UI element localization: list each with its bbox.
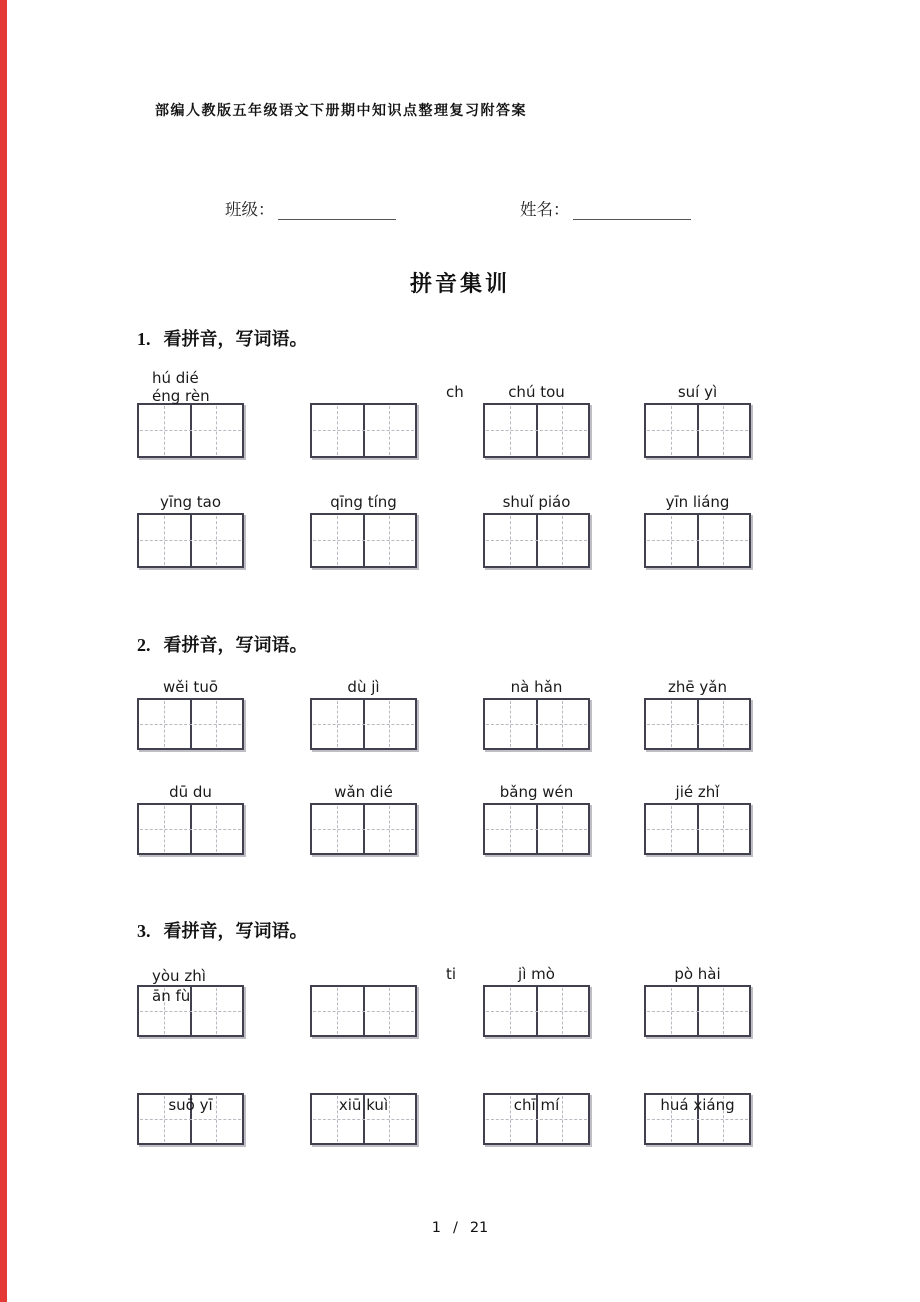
writing-cell bbox=[646, 405, 697, 456]
writing-box-group bbox=[137, 513, 244, 568]
writing-box-group bbox=[644, 803, 751, 855]
pinyin-label-wrapped: ān fù bbox=[152, 987, 191, 1005]
writing-cell bbox=[697, 987, 750, 1035]
pinyin-label: yòu zhì bbox=[152, 967, 206, 985]
writing-box-group bbox=[310, 513, 417, 568]
writing-cell bbox=[139, 700, 190, 748]
section-heading bbox=[137, 631, 308, 657]
pinyin-label: suō yī bbox=[168, 1096, 213, 1114]
writing-cell bbox=[485, 515, 536, 566]
pinyin-label: suí yì bbox=[677, 383, 718, 401]
writing-box-group bbox=[310, 985, 417, 1037]
page-number-separator: / bbox=[452, 1220, 458, 1236]
writing-cell bbox=[312, 405, 363, 456]
page-number-total: 21 bbox=[469, 1220, 489, 1236]
writing-cell bbox=[190, 405, 243, 456]
section-number: 2. bbox=[137, 635, 151, 655]
document-title: 部编人教版五年级语文下册期中知识点整理复习附答案 bbox=[155, 104, 527, 119]
writing-box-group bbox=[483, 698, 590, 750]
writing-cell bbox=[312, 987, 363, 1035]
writing-cell bbox=[536, 700, 589, 748]
pinyin-label: zhē yǎn bbox=[668, 678, 727, 696]
writing-box-group bbox=[644, 403, 751, 458]
pinyin-label-fragment: ch bbox=[446, 383, 464, 401]
page-footer bbox=[0, 1220, 920, 1236]
class-field bbox=[225, 196, 396, 220]
writing-box-group bbox=[483, 985, 590, 1037]
writing-cell bbox=[363, 805, 416, 853]
name-blank-line bbox=[573, 202, 691, 220]
writing-cell bbox=[139, 405, 190, 456]
writing-cell bbox=[646, 987, 697, 1035]
pinyin-label: dū du bbox=[169, 783, 212, 801]
writing-cell bbox=[363, 515, 416, 566]
writing-box-group bbox=[644, 698, 751, 750]
writing-cell bbox=[536, 805, 589, 853]
section-heading-text: 看拼音，写词语。 bbox=[163, 329, 308, 349]
pinyin-label: jié zhǐ bbox=[675, 783, 720, 801]
writing-cell bbox=[485, 987, 536, 1035]
writing-box-group bbox=[483, 803, 590, 855]
pinyin-label: dù jì bbox=[347, 678, 380, 696]
writing-cell bbox=[697, 405, 750, 456]
pinyin-label: jì mò bbox=[518, 965, 555, 983]
section-heading-text: 看拼音，写词语。 bbox=[163, 921, 308, 941]
section-heading bbox=[137, 917, 308, 943]
writing-cell bbox=[312, 515, 363, 566]
red-accent-bar bbox=[0, 0, 7, 1302]
writing-box-group bbox=[483, 513, 590, 568]
class-blank-line bbox=[278, 202, 396, 220]
name-field bbox=[520, 196, 691, 220]
writing-cell bbox=[139, 515, 190, 566]
writing-cell bbox=[190, 987, 243, 1035]
section-number: 1. bbox=[137, 329, 151, 349]
writing-box-group bbox=[310, 803, 417, 855]
writing-cell bbox=[190, 700, 243, 748]
writing-box-group bbox=[137, 803, 244, 855]
pinyin-label: hú dié bbox=[152, 369, 199, 387]
section-heading bbox=[137, 325, 308, 351]
writing-cell bbox=[139, 805, 190, 853]
writing-cell bbox=[363, 987, 416, 1035]
page-number-current: 1 bbox=[431, 1220, 441, 1236]
writing-cell bbox=[363, 700, 416, 748]
writing-box-group bbox=[310, 403, 417, 458]
pinyin-label: nà hǎn bbox=[510, 678, 563, 696]
writing-cell bbox=[312, 805, 363, 853]
pinyin-label: chī mí bbox=[513, 1096, 560, 1114]
pinyin-label: xiū kuì bbox=[338, 1096, 389, 1114]
pinyin-label: huá xiáng bbox=[660, 1096, 735, 1114]
writing-box-group bbox=[137, 698, 244, 750]
writing-cell bbox=[190, 805, 243, 853]
pinyin-label: pò hài bbox=[674, 965, 721, 983]
writing-cell bbox=[646, 515, 697, 566]
writing-cell bbox=[697, 805, 750, 853]
writing-cell bbox=[363, 405, 416, 456]
writing-box-group bbox=[644, 513, 751, 568]
writing-cell bbox=[190, 515, 243, 566]
writing-cell bbox=[536, 405, 589, 456]
pinyin-label: bǎng wén bbox=[499, 783, 574, 801]
pinyin-label: wěi tuō bbox=[163, 678, 218, 696]
pinyin-label: qīng tíng bbox=[330, 493, 397, 511]
writing-cell bbox=[536, 515, 589, 566]
section-heading-text: 看拼音，写词语。 bbox=[163, 635, 308, 655]
writing-cell bbox=[646, 805, 697, 853]
writing-cell bbox=[485, 700, 536, 748]
writing-cell bbox=[485, 405, 536, 456]
pinyin-label: yīn liáng bbox=[665, 493, 730, 511]
writing-box-group bbox=[644, 985, 751, 1037]
name-label: 姓名： bbox=[520, 200, 570, 219]
pinyin-label: shuǐ piáo bbox=[502, 493, 571, 511]
writing-cell bbox=[697, 700, 750, 748]
pinyin-label: chú tou bbox=[508, 383, 565, 401]
worksheet-title: 拼音集训 bbox=[409, 271, 510, 296]
class-label: 班级： bbox=[225, 200, 275, 219]
writing-box-group bbox=[310, 698, 417, 750]
writing-cell bbox=[646, 700, 697, 748]
writing-cell bbox=[697, 515, 750, 566]
writing-box-group bbox=[137, 403, 244, 458]
writing-box-group bbox=[483, 403, 590, 458]
writing-cell bbox=[536, 987, 589, 1035]
writing-cell bbox=[312, 700, 363, 748]
pinyin-label: yīng tao bbox=[159, 493, 222, 511]
pinyin-label: wǎn dié bbox=[334, 783, 393, 801]
pinyin-label-fragment: ti bbox=[446, 965, 457, 983]
pinyin-label-wrapped: éng rèn bbox=[152, 387, 210, 405]
writing-cell bbox=[485, 805, 536, 853]
section-number: 3. bbox=[137, 921, 151, 941]
